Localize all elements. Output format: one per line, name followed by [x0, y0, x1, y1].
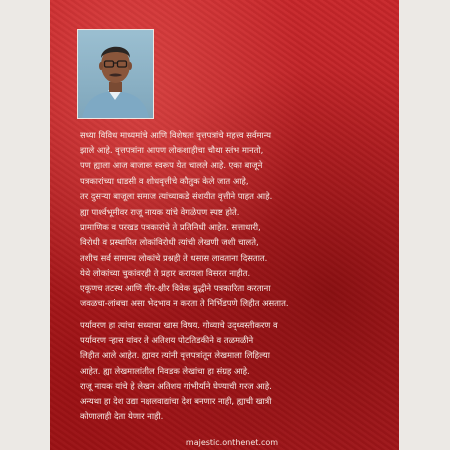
author-portrait-image: [78, 30, 153, 118]
author-photo: [77, 29, 154, 119]
text-line: राजू नायक यांचे हे लेखन अतिशय गांभीर्याने घेण्याची गरज आहे.: [80, 381, 272, 391]
text-line: झाले आहे. वृत्तपत्रांना आपण लोकशाहीचा चौथा स्तंभ मानतो,: [80, 145, 264, 156]
text-line: येथे लोकांच्या चुकांवरही ते प्रहार करायला विसरत नाहीत.: [80, 267, 251, 278]
paragraph-4: [80, 379, 398, 425]
text-line: प्रामाणिक व परखड पत्रकारांचे ते प्रतिनिधी आहेत. सत्ताधारी,: [80, 222, 261, 233]
text-line: पर्यावरण हा त्यांचा सध्याचा खास विषय. गोव्याचे उद्ध्वस्तीकरण व: [80, 320, 278, 330]
paragraph-2: [80, 205, 398, 311]
website-url: majestic.onthenet.com: [185, 438, 279, 447]
text-line: विरोधी व प्रस्थापित लोकांविरोधी त्यांची लेखणी जशी चालते,: [80, 237, 259, 248]
text-line: आहेत. ह्या लेखमालांतील निवडक लेखांचा हा संग्रह आहे.: [80, 365, 250, 376]
text-line: लिहीत आले आहेत. ह्यावर त्यांनी वृत्तपत्रांतून लेखमाला लिहिल्या: [80, 350, 270, 361]
text-line: तर दुसऱ्या बाजूला समाज त्यांच्याकडे संशयीत वृत्तीने पाहत आहे.: [80, 190, 273, 201]
text-line: कोणालाही देता येणार नाही.: [80, 411, 164, 422]
text-line: पत्रकारांच्या धाडसी व शोधवृत्तीचे कौतुक केले जात आहे,: [80, 175, 249, 186]
text-line: सध्या विविध माध्यमांचे आणि विशेषतः वृत्तपत्रांचे महत्त्व सर्वमान्य: [80, 130, 272, 140]
text-line: जवळचा-लांबचा असा भेदभाव न करता ते निर्भिडपणे लिहीत असतात.: [80, 298, 289, 309]
text-line: तशीच सर्व सामान्य लोकांचे प्रश्नही ते धसास लावताना दिसतात.: [80, 252, 268, 263]
text-line: अन्यथा हा देश उद्या नक्षलवाद्यांचा देश बनणार नाही, ह्याची खात्री: [80, 396, 272, 407]
text-line: पर्यावरण ऱ्हास यांवर ते अतिशय पोटतिडकीने व तळमळीने: [80, 335, 254, 346]
text-line: एकूणच तटस्थ आणि नीर-क्षीर विवेक बुद्धीने पत्रकारिता करताना: [80, 283, 271, 294]
paragraph-1: [80, 128, 398, 204]
text-line: पण ह्याला आज बाजारू स्वरूप येत चालले आहे. एका बाजूने: [80, 160, 263, 171]
text-line: ह्या पार्श्वभूमीवर राजू नायक यांचे वेगळेपण स्पष्ट होते.: [80, 207, 240, 217]
book-back-cover: [50, 0, 399, 450]
paragraph-3: [80, 318, 398, 379]
